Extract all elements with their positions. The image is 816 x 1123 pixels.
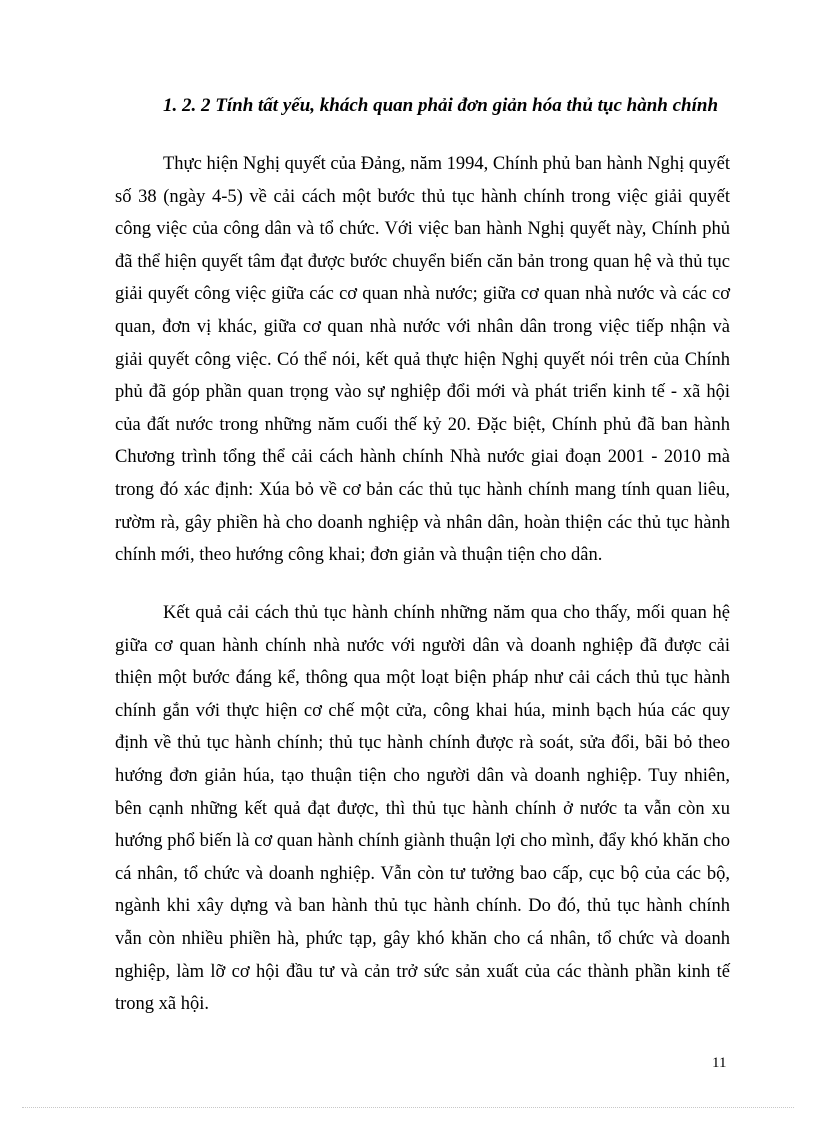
page-number: 11 bbox=[712, 1055, 727, 1071]
section-heading: 1. 2. 2 Tính tất yếu, khách quan phải đơn giản hóa thủ tục hành chính bbox=[163, 95, 719, 116]
body-paragraph-1: Thực hiện Nghị quyết của Đảng, năm 1994, Chính phủ ban hành Nghị quyết số 38 (ngày 4-5) về cải cách một bước thủ tục hành chính trong việc giải quyết công việc của công dân và tổ chức. Với việc ban hành Nghị quyết này, Chính phủ đã thể hiện quyết tâm đạt được bước chuyển biến căn bản trong quan hệ và thủ tục giải quyết công việc giữa các cơ quan nhà nước; giữa cơ quan nhà nước và các cơ quan, đơn vị khác, giữa cơ quan nhà nước với nhân dân trong việc tiếp nhận và giải quyết công việc. Có thể nói, kết quả thực hiện Nghị quyết nói trên của Chính phủ đã góp phần quan trọng vào sự nghiệp đổi mới và phát triển kinh tế - xã hội của đất nước trong những năm cuối thế kỷ 20. Đặc biệt, Chính phủ đã ban hành Chương trình tổng thể cải cách hành chính Nhà nước giai đoạn 2001 - 2010 mà trong đó xác định: Xúa bỏ về cơ bản các thủ tục hành chính mang tính quan liêu, rườm rà, gây phiền hà cho doanh nghiệp và nhân dân, hoàn thiện các thủ tục hành chính mới, theo hướng công khai; đơn giản và thuận tiện cho dân. bbox=[115, 154, 730, 566]
body-paragraph-2: Kết quả cải cách thủ tục hành chính những năm qua cho thấy, mối quan hệ giữa cơ quan hành chính nhà nước với người dân và doanh nghiệp đã được cải thiện một bước đáng kể, thông qua một loạt biện pháp như cải cách thủ tục hành chính gắn với thực hiện cơ chế một cửa, công khai húa, minh bạch húa các quy định về thủ tục hành chính; thủ tục hành chính được rà soát, sửa đổi, bãi bỏ theo hướng đơn giản húa, tạo thuận tiện cho người dân và doanh nghiệp. Tuy nhiên, bên cạnh những kết quả đạt được, thì thủ tục hành chính ở nước ta vẫn còn xu hướng phổ biến là cơ quan hành chính giành thuận lợi cho mình, đẩy khó khăn cho cá nhân, tổ chức và doanh nghiệp. Vẫn còn tư tưởng bao cấp, cục bộ của các bộ, ngành khi xây dựng và ban hành thủ tục hành chính. Do đó, thủ tục hành chính vẫn còn nhiều phiền hà, phức tạp, gây khó khăn cho cá nhân, tổ chức và doanh nghiệp, làm lỡ cơ hội đầu tư và cản trở sức sản xuất của các thành phần kinh tế trong xã hội. bbox=[115, 603, 730, 1015]
footer-divider bbox=[22, 1107, 794, 1108]
